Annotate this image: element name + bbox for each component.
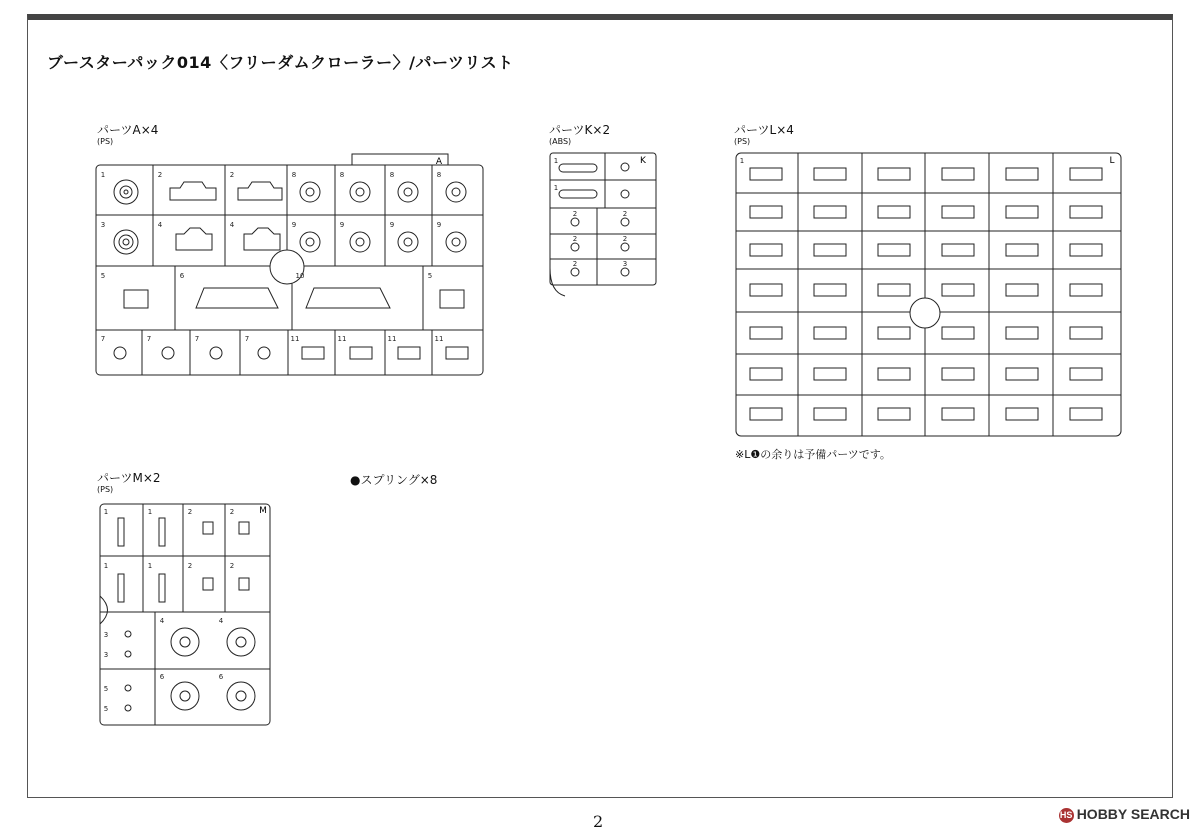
runner-k-gate	[550, 268, 565, 296]
part-number: 4	[218, 617, 224, 625]
runner-m-diagram	[93, 498, 278, 730]
part-number: 3	[100, 221, 106, 229]
runner-l-gate-ring	[910, 298, 940, 328]
runner-k-name: パーツK×2	[549, 123, 611, 137]
runner-k-material: (ABS)	[549, 137, 572, 146]
runner-a-label	[97, 124, 158, 147]
runner-m-tag: M	[259, 506, 267, 516]
part-k1-bar	[559, 164, 597, 172]
part-number: 8	[436, 171, 442, 179]
part-number: 8	[389, 171, 395, 179]
part-number: 2	[572, 260, 578, 268]
part-number: 4	[229, 221, 235, 229]
runner-m-gate	[100, 596, 108, 624]
runner-k-label	[549, 124, 610, 147]
part-number: 3	[103, 651, 109, 659]
part-a4-plate	[244, 228, 280, 250]
part-a2-bracket	[170, 182, 216, 200]
runner-k-tag: K	[640, 156, 646, 166]
watermark	[1059, 806, 1190, 823]
part-number: 1	[147, 508, 153, 516]
runner-a-diagram	[92, 150, 492, 386]
part-number: 5	[103, 705, 109, 713]
part-number: 2	[229, 508, 235, 516]
part-a9-wheels	[300, 232, 466, 252]
part-number: 11	[290, 335, 300, 343]
runner-l-note: ※L❶の余りは予備パーツです。	[735, 448, 891, 461]
runner-a-tag: A	[435, 157, 443, 167]
part-a1-wheel	[114, 180, 138, 204]
part-number: 5	[103, 685, 109, 693]
part-number: 11	[434, 335, 444, 343]
runner-l-tag: L	[1109, 156, 1115, 166]
runner-l-material: (PS)	[734, 137, 751, 146]
part-number: 5	[100, 272, 106, 280]
part-a7-wheels	[114, 347, 270, 359]
part-a4-plate	[176, 228, 212, 250]
part-number: 9	[339, 221, 345, 229]
part-number: 1	[100, 171, 106, 179]
runner-a-name: パーツA×4	[97, 123, 159, 137]
part-number: 7	[194, 335, 200, 343]
part-number: 3	[622, 260, 628, 268]
part-number: 2	[157, 171, 163, 179]
runner-k-diagram	[545, 150, 665, 295]
part-m1-pins	[118, 518, 165, 602]
part-number: 7	[244, 335, 250, 343]
runner-l-frame	[736, 153, 1121, 436]
part-number: 1	[147, 562, 153, 570]
spring-label: ●スプリング×8	[350, 473, 438, 487]
part-number: 11	[337, 335, 347, 343]
part-number: 3	[103, 631, 109, 639]
watermark-text: HOBBY SEARCH	[1076, 806, 1190, 823]
hobby-search-logo-icon: HS	[1059, 808, 1074, 823]
part-number: 1	[739, 157, 745, 165]
part-number: 1	[103, 508, 109, 516]
part-number: 2	[229, 171, 235, 179]
part-number: 8	[339, 171, 345, 179]
runner-m-material: (PS)	[97, 485, 114, 494]
part-a6-track	[196, 288, 278, 308]
runner-k-frame	[550, 153, 656, 285]
runner-l-name: パーツL×4	[734, 123, 794, 137]
part-k1-bar	[559, 190, 597, 198]
part-a3-wheel	[114, 230, 138, 254]
part-a5-block	[440, 290, 464, 308]
runner-m-label	[97, 472, 161, 495]
part-a2-bracket	[238, 182, 282, 200]
part-number: 2	[229, 562, 235, 570]
part-number: 6	[159, 673, 165, 681]
part-number: 9	[436, 221, 442, 229]
part-number: 1	[553, 157, 559, 165]
part-number: 10	[295, 272, 305, 280]
part-number: 5	[427, 272, 433, 280]
part-number: 2	[572, 210, 578, 218]
part-number: 11	[387, 335, 397, 343]
runner-l-label	[734, 124, 794, 147]
part-m3-m5-washers	[125, 631, 131, 711]
part-number: 4	[157, 221, 163, 229]
part-number: 2	[187, 508, 193, 516]
part-number: 2	[622, 235, 628, 243]
part-number: 2	[572, 235, 578, 243]
part-a8-wheels	[300, 182, 466, 202]
part-number: 8	[291, 171, 297, 179]
page-number: 2	[593, 812, 604, 831]
part-number: 2	[622, 210, 628, 218]
runner-m-name: パーツM×2	[97, 471, 161, 485]
part-number: 1	[103, 562, 109, 570]
part-number: 1	[553, 184, 559, 192]
runner-l-diagram	[730, 148, 1125, 440]
part-l1-connectors	[750, 168, 1102, 420]
part-number: 4	[159, 617, 165, 625]
part-number: 9	[291, 221, 297, 229]
part-number: 6	[179, 272, 185, 280]
part-number: 2	[187, 562, 193, 570]
part-a10-track	[306, 288, 390, 308]
part-number: 6	[218, 673, 224, 681]
runner-a-tab	[352, 154, 448, 165]
part-a5-block	[124, 290, 148, 308]
part-number: 7	[146, 335, 152, 343]
runner-a-material: (PS)	[97, 137, 114, 146]
part-number: 9	[389, 221, 395, 229]
part-number: 7	[100, 335, 106, 343]
page-title: ブースターパック014〈フリーダムクローラー〉/パーツリスト	[47, 53, 514, 72]
